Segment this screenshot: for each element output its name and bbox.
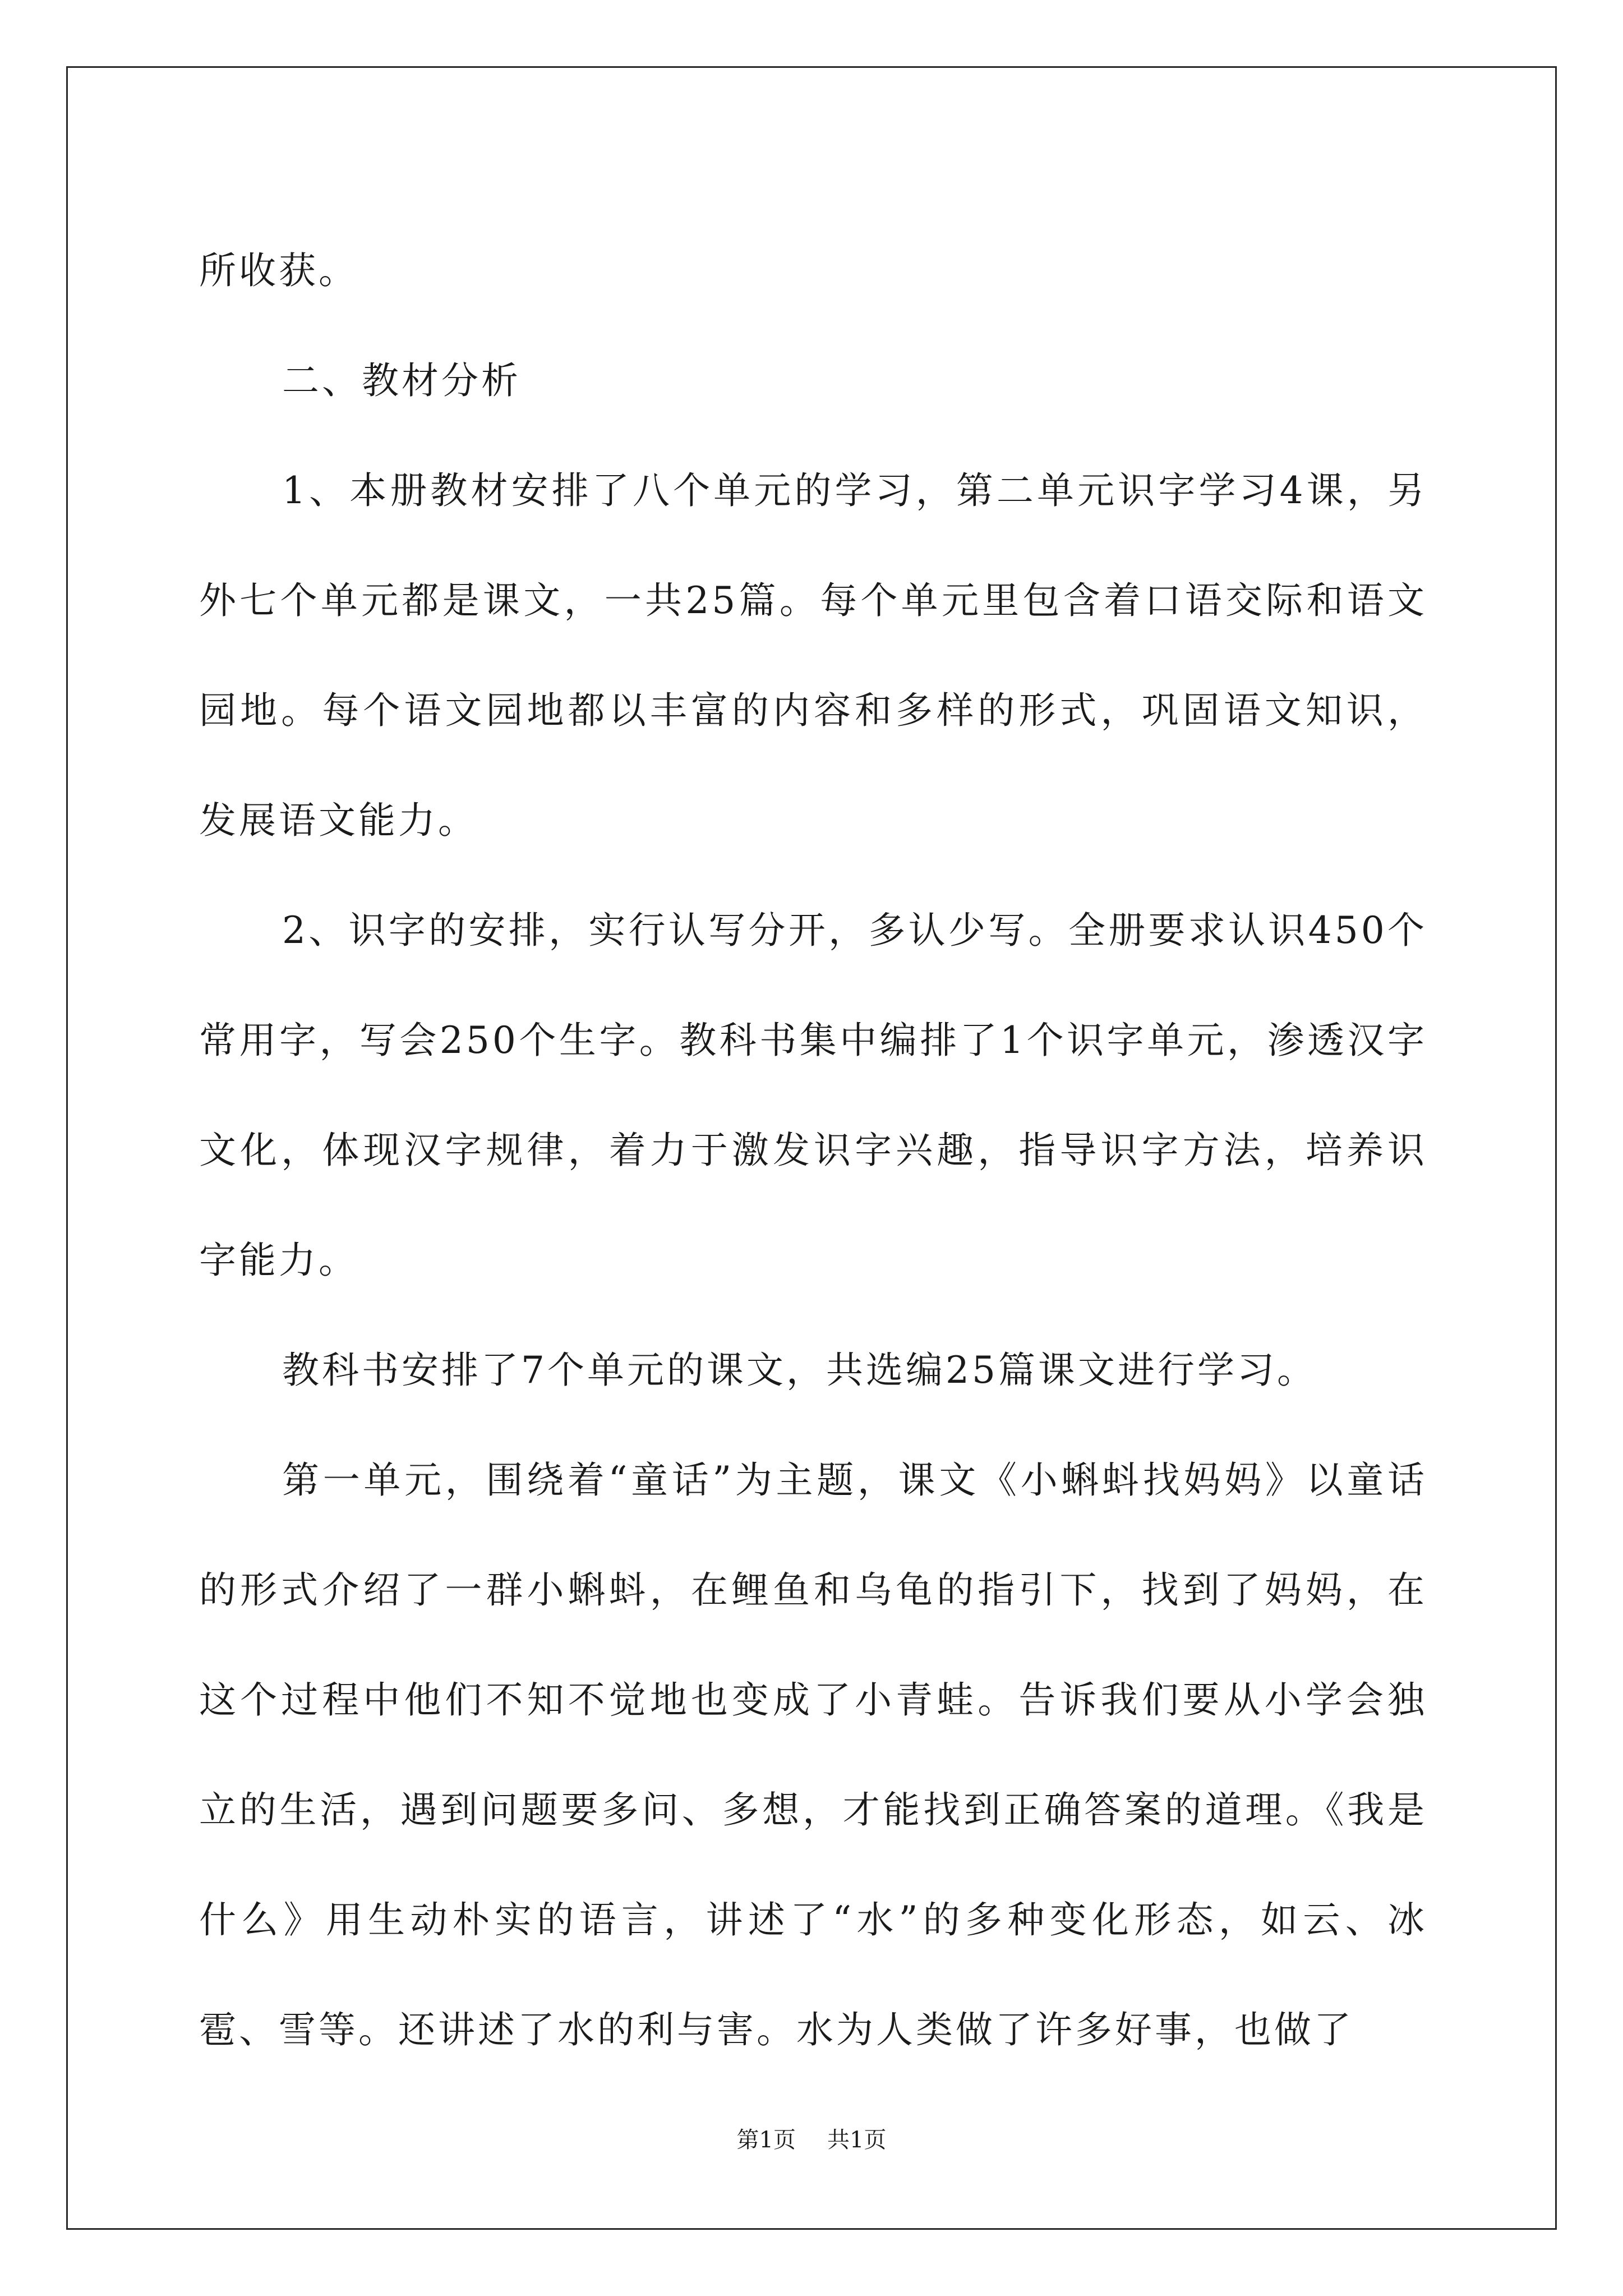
page-number: 第1页 [736, 2127, 796, 2153]
document-body [199, 216, 1427, 2085]
paragraph: 第一单元，围绕着“童话”为主题，课文《小蝌蚪找妈妈》以童话的形式介绍了一群小蝌蚪，在鲤鱼和乌龟的指引下，找到了妈妈，在这个过程中他们不知不觉地也变成了小青蛙。告诉我们要从小学会独立的生活，遇到问题要多问、多想，才能找到正确答案的道理。《我是什么》用生动朴实的语言，讲述了“水”的多种变化形态，如云、冰雹、雪等。还讲述了水的利与害。水为人类做了许多好事，也做了 [199, 1458, 1427, 2051]
page-total: 共1页 [827, 2127, 887, 2153]
section-heading: 二、教材分析 [282, 359, 521, 402]
paragraph: 教科书安排了7个单元的课文，共选编25篇课文进行学习。 [282, 1349, 1317, 1392]
paragraph: 2、识字的安排，实行认写分开，多认少写。全册要求认识450个常用字，写会250个生字。教科书集中编排了1个识字单元，渗透汉字文化，体现汉字规律，着力于激发识字兴趣，指导识字方法，培养识字能力。 [199, 909, 1427, 1282]
paragraph: 1、本册教材安排了八个单元的学习，第二单元识字学习4课，另外七个单元都是课文，一共25篇。每个单元里包含着口语交际和语文园地。每个语文园地都以丰富的内容和多样的形式，巩固语文知识，发展语文能力。 [199, 469, 1427, 842]
paragraph-continuation: 所收获。 [199, 249, 358, 292]
page-footer [0, 2126, 1623, 2154]
